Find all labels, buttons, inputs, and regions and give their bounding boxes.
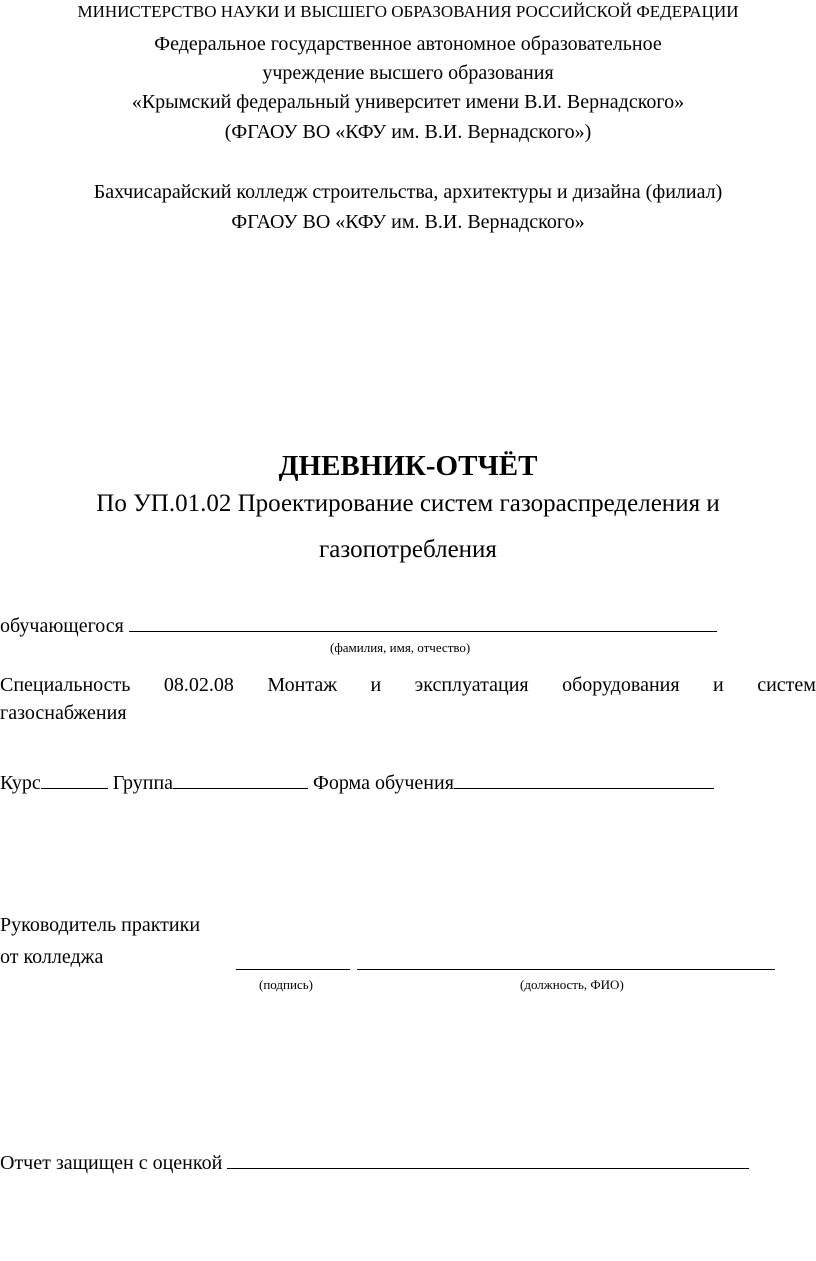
specialty-word: Монтаж [267,674,338,696]
institution-line: учреждение высшего образования [262,62,554,84]
signature-field[interactable] [236,969,350,970]
grade-field[interactable] [227,1150,749,1169]
specialty-line [0,674,816,697]
student-hint: (фамилия, имя, отчество) [330,640,471,655]
specialty-word: Специальность [0,674,131,696]
specialty-line-2: газоснабжения [0,702,127,724]
specialty-word: систем [757,674,816,696]
institution-line: (ФГАОУ ВО «КФУ им. В.И. Вернадского») [224,121,592,143]
supervisor-label-2: от колледжа [0,946,104,968]
document-subtitle: По УП.01.02 Проектирование систем газораспределения и [96,490,720,517]
course-label: Курс [0,772,41,794]
group-label: Группа [112,772,174,794]
college-line: ФГАОУ ВО «КФУ им. В.И. Вернадского» [231,211,585,233]
supervisor-label: Руководитель практики [0,914,201,936]
course-row [0,770,714,795]
signature-hint: (подпись) [259,977,313,992]
institution-line: «Крымский федеральный университет имени В.И. Вернадского» [131,91,685,113]
grade-label: Отчет защищен с оценкой [0,1152,223,1174]
ministry-heading: МИНИСТЕРСТВО НАУКИ И ВЫСШЕГО ОБРАЗОВАНИЯ РОССИЙСКОЙ ФЕДЕРАЦИИ [77,2,739,21]
college-line: Бахчисарайский колледж строительства, архитектуры и дизайна (филиал) [93,181,723,203]
specialty-word: эксплуатация [414,674,529,696]
course-field[interactable] [41,770,108,789]
group-field[interactable] [173,770,308,789]
student-name-field[interactable] [129,613,717,632]
study-form-field[interactable] [454,770,714,789]
student-row [0,613,717,638]
study-form-label: Форма обучения [313,772,454,794]
position-hint: (должность, ФИО) [520,977,624,992]
specialty-word: и [713,674,724,696]
position-name-field[interactable] [357,969,775,970]
specialty-code: 08.02.08 [163,674,234,696]
document-title: ДНЕВНИК-ОТЧЁТ [278,450,538,482]
student-label: обучающегося [0,615,124,637]
specialty-word: и [370,674,382,696]
document-subtitle: газопотребления [319,536,497,563]
specialty-word: оборудования [562,674,680,696]
institution-line: Федеральное государственное автономное образовательное [154,33,662,55]
grade-row [0,1150,749,1175]
